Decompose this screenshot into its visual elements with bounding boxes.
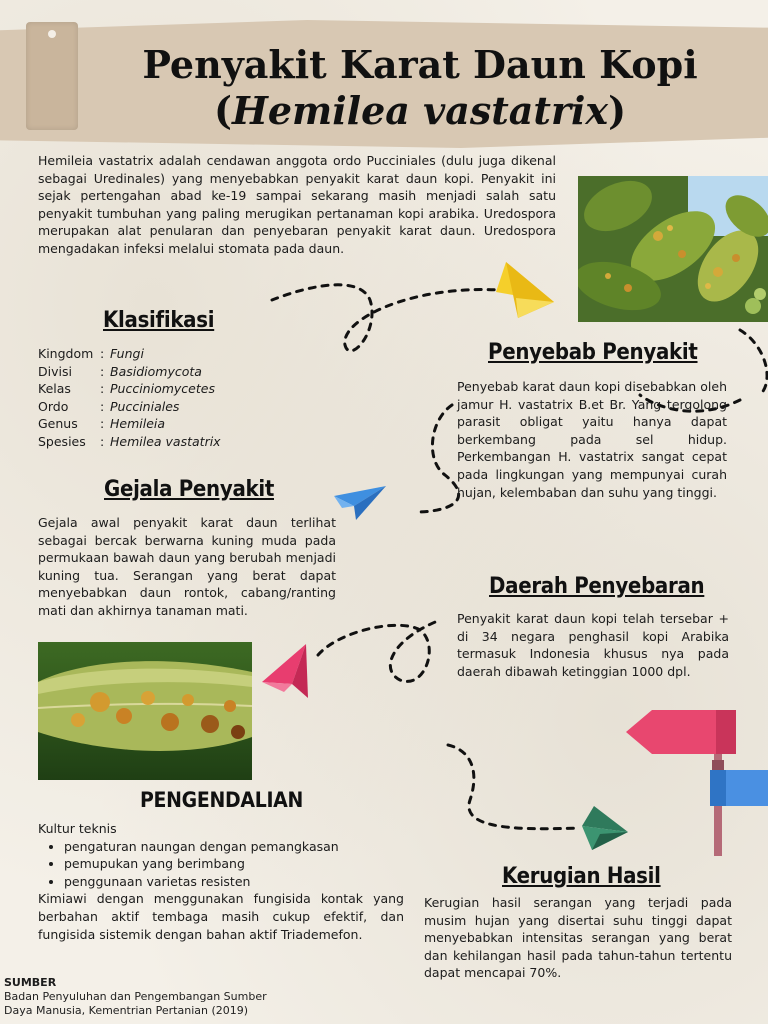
klasifikasi-colon: : — [100, 433, 105, 449]
gejala-paragraph: Gejala awal penyakit karat daun terlihat sebagai bercak berwarna kuning muda pada permukaan bawah daun yang berubah menjadi kuning tua. Serangan yang berat dapat menyebabkan daun rontok, cabang/ranting mati dan akhirnya tanaman mati. — [38, 515, 336, 618]
klasifikasi-colon: : — [100, 416, 105, 432]
klasifikasi-label: Kingdom — [38, 346, 94, 361]
kerugian-heading: Kerugian Hasil — [502, 864, 661, 889]
klasifikasi-value: Fungi — [110, 346, 144, 361]
gejala-heading: Gejala Penyakit — [104, 477, 274, 502]
paper-plane-yellow-icon — [496, 262, 556, 320]
infected-leaf-photo — [38, 642, 252, 780]
intro-paragraph: Hemileia vastatrix adalah cendawan anggota ordo Pucciniales (dulu juga dikenal sebagai Uredinales) yang menyebabkan penyakit karat daun kopi. Penyakit ini sejak pertengahan abad ke-19 sampai sekarang masih menjadi salah satu penyakit tumbuhan yang paling merugikan pertanaman kopi arabika. Uredospora merupakan alat penularan dan penyebaran penyakit karat daun. Uredospora mengadakan infeksi melalui stomata pada daun. — [38, 153, 556, 256]
penyebab-paragraph: Penyebab karat daun kopi disebabkan oleh jamur H. vastatrix B.et Br. Yang tergolong parasit obligat yaitu hanya dapat berkembang pada sel hidup. Perkembangan H. vastatrix sangat cepat pada lingkungan yang mempunyai curah hujan, kelembaban dan suhu yang tinggi. — [457, 379, 727, 500]
klasifikasi-table — [38, 345, 278, 451]
list-item: • pengaturan naungan dengan pemangkasan — [64, 838, 404, 856]
klasifikasi-value: Pucciniomycetes — [110, 381, 215, 397]
klasifikasi-label: Ordo — [38, 398, 69, 414]
klasifikasi-row — [38, 398, 278, 416]
daerah-paragraph: Penyakit karat daun kopi telah tersebar + di 34 negara penghasil kopi Arabika termasuk Indonesia khusus nya pada daerah dibawah ketinggian 1000 dpl. — [457, 611, 729, 679]
page-subtitle: (Hemilea vastatrix) — [213, 88, 627, 133]
klasifikasi-colon: : — [100, 381, 105, 397]
sumber-heading: SUMBER — [4, 976, 57, 989]
kultur-teknis-label: Kultur teknis — [38, 821, 117, 836]
paper-plane-pink-icon — [262, 644, 318, 700]
klasifikasi-value: Hemileia — [110, 416, 166, 432]
klasifikasi-label: Divisi — [38, 363, 72, 379]
klasifikasi-label: Kelas — [38, 381, 71, 397]
signpost-icon — [626, 704, 768, 856]
klasifikasi-colon: : — [100, 398, 105, 414]
page-title: Penyakit Karat Daun Kopi — [142, 42, 698, 87]
klasifikasi-row — [38, 380, 278, 398]
pengendalian-list — [38, 838, 404, 891]
paper-plane-blue-icon — [334, 486, 386, 522]
paper-plane-green-icon — [582, 806, 628, 850]
klasifikasi-value: Pucciniales — [110, 398, 180, 414]
klasifikasi-row — [38, 415, 278, 433]
klasifikasi-heading: Klasifikasi — [103, 308, 215, 333]
daerah-heading: Daerah Penyebaran — [489, 574, 705, 599]
sumber-text: Badan Penyuluhan dan Pengembangan Sumber Daya Manusia, Kementrian Pertanian (2019) — [4, 990, 267, 1017]
klasifikasi-label: Spesies — [38, 433, 86, 449]
pengendalian-heading: PENGENDALIAN — [140, 788, 303, 812]
klasifikasi-value: Basidiomycota — [110, 363, 202, 379]
klasifikasi-value: Hemilea vastatrix — [110, 433, 221, 449]
pengendalian-section — [38, 820, 404, 943]
klasifikasi-row — [38, 345, 278, 363]
kerugian-paragraph: Kerugian hasil serangan yang terjadi pada musim hujan yang disertai suhu tinggi dapat menyebabkan intensitas serangan yang berat dan kehilangan hasil pada tahun-tahun tertentu dapat mencapai 70%. — [424, 895, 732, 981]
kimiawi-paragraph: Kimiawi dengan menggunakan fungisida kontak yang berbahan aktif tembaga masih cukup efektif, dan fungisida sistemik dengan bahan aktif Triademefon. — [38, 891, 404, 942]
klasifikasi-row — [38, 433, 278, 451]
klasifikasi-colon: : — [100, 363, 105, 379]
list-item: • penggunaan varietas resisten — [64, 873, 404, 891]
klasifikasi-label: Genus — [38, 416, 78, 432]
list-item: • pemupukan yang berimbang — [64, 855, 404, 873]
penyebab-heading: Penyebab Penyakit — [488, 340, 698, 365]
klasifikasi-colon: : — [100, 346, 105, 361]
klasifikasi-row — [38, 363, 278, 381]
